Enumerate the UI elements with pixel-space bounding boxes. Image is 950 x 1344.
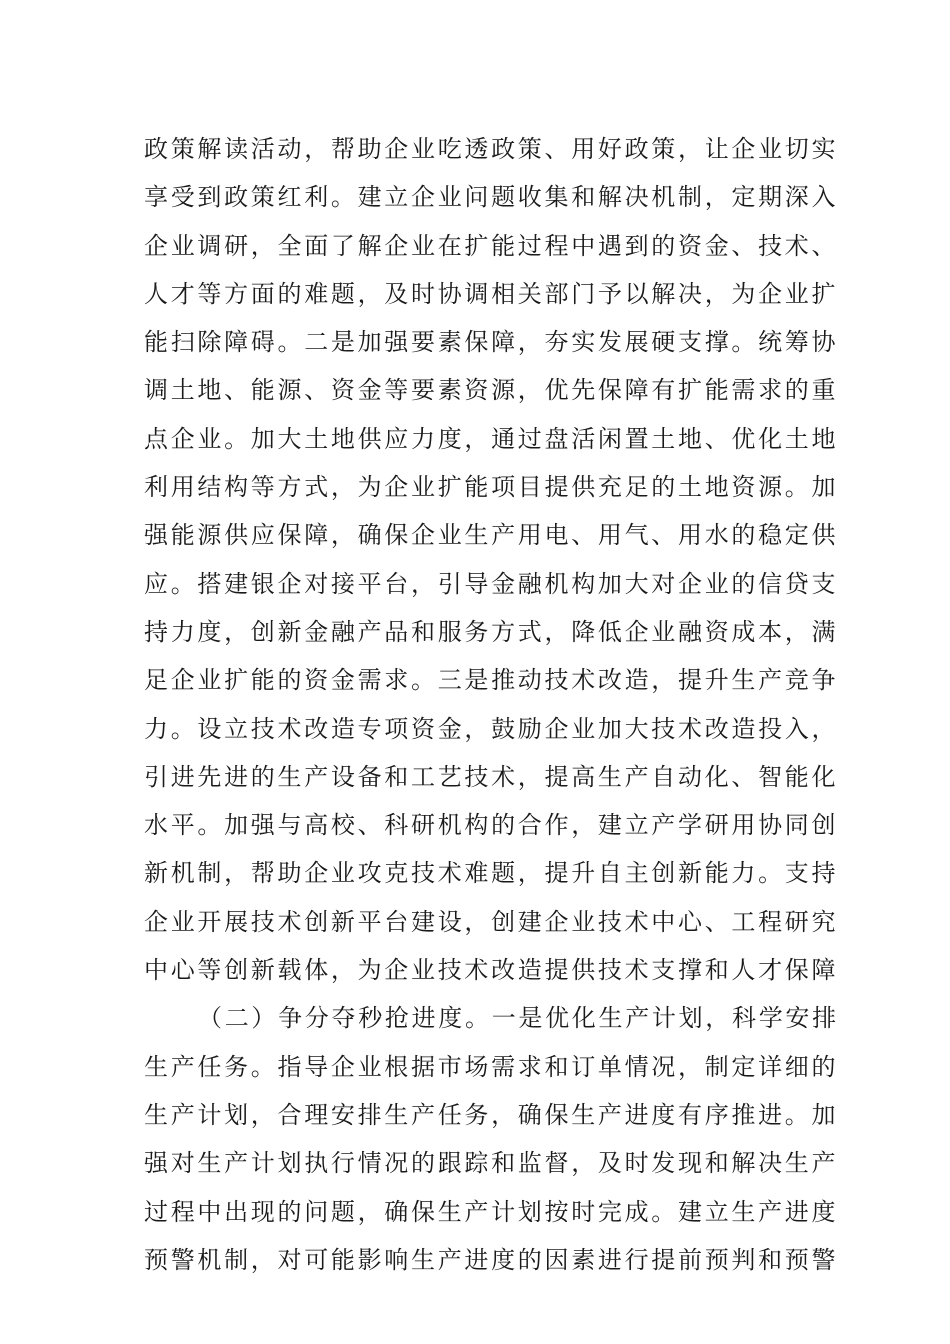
body-text — [144, 125, 839, 1284]
text-line: 持力度，创新金融产品和服务方式，降低企业融资成本，满 — [144, 617, 839, 646]
text-line: 点企业。加大土地供应力度，通过盘活闲置土地、优化土地 — [144, 424, 839, 453]
text-line: 预警机制，对可能影响生产进度的因素进行提前预判和预警 — [144, 1245, 839, 1274]
text-line: 政策解读活动，帮助企业吃透政策、用好政策，让企业切实 — [144, 135, 839, 163]
text-line: 水平。加强与高校、科研机构的合作，建立产学研用协同创 — [144, 811, 839, 840]
text-line: 享受到政策红利。建立企业问题收集和解决机制，定期深入 — [144, 183, 839, 212]
text-line: 新机制，帮助企业攻克技术难题，提升自主创新能力。支持 — [144, 859, 839, 888]
text-line: 企业调研，全面了解企业在扩能过程中遇到的资金、技术、 — [144, 231, 839, 260]
text-line: 调土地、能源、资金等要素资源，优先保障有扩能需求的重 — [144, 376, 839, 405]
text-line: 人才等方面的难题，及时协调相关部门予以解决，为企业扩 — [144, 279, 839, 308]
text-line: 过程中出现的问题，确保生产计划按时完成。建立生产进度 — [144, 1197, 839, 1226]
text-line: 应。搭建银企对接平台，引导金融机构加大对企业的信贷支 — [144, 569, 839, 598]
text-line: 能扫除障碍。二是加强要素保障，夯实发展硬支撑。统筹协 — [144, 328, 839, 357]
text-line: 强能源供应保障，确保企业生产用电、用气、用水的稳定供 — [144, 521, 839, 550]
text-line: 企业开展技术创新平台建设，创建企业技术中心、工程研究 — [144, 907, 839, 936]
text-line: 利用结构等方式，为企业扩能项目提供充足的土地资源。加 — [144, 473, 839, 502]
section-heading-line: （二）争分夺秒抢进度。一是优化生产计划，科学安排 — [198, 1004, 839, 1033]
text-line: 中心等创新载体，为企业技术改造提供技术支撑和人才保障 — [144, 956, 839, 985]
text-line: 引进先进的生产设备和工艺技术，提高生产自动化、智能化 — [144, 762, 839, 791]
text-line: 力。设立技术改造专项资金，鼓励企业加大技术改造投入， — [144, 714, 839, 743]
text-line: 生产任务。指导企业根据市场需求和订单情况，制定详细的 — [144, 1052, 839, 1081]
text-line: 足企业扩能的资金需求。三是推动技术改造，提升生产竞争 — [144, 666, 839, 695]
text-line: 生产计划，合理安排生产任务，确保生产进度有序推进。加 — [144, 1100, 839, 1129]
text-line: 强对生产计划执行情况的跟踪和监督，及时发现和解决生产 — [144, 1149, 839, 1178]
